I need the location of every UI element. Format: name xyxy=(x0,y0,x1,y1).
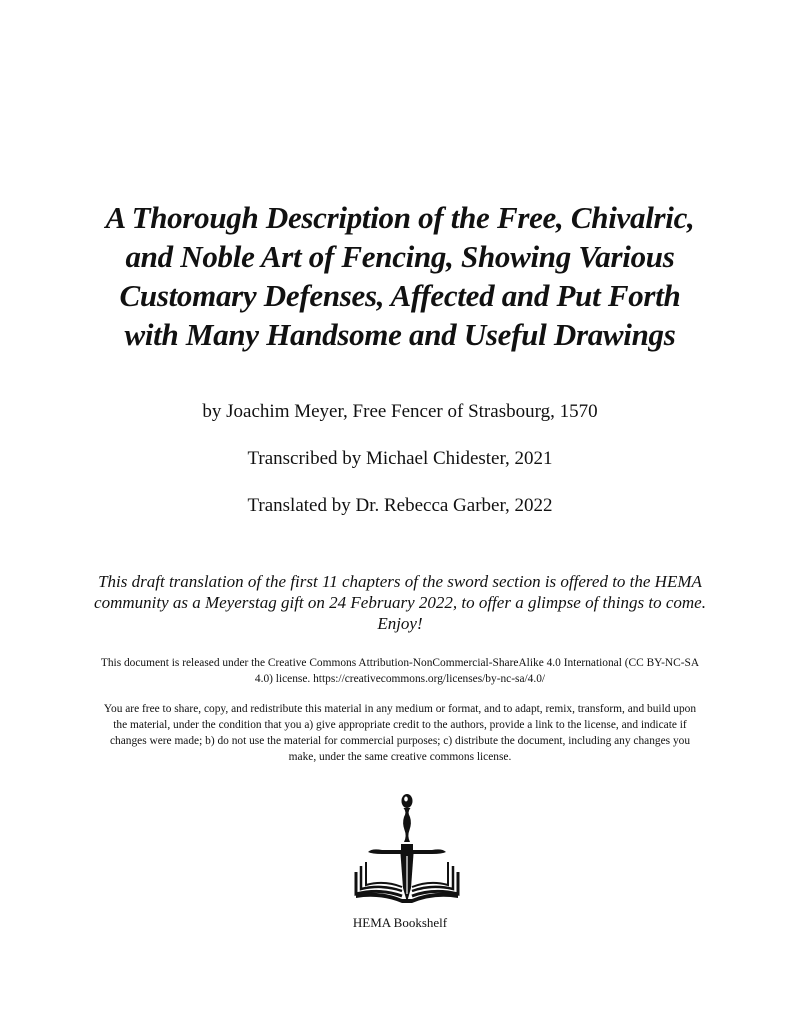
gift-note: This draft translation of the first 11 chapters of the sword section is offered to the HEMA community as a Meyerstag gift on 24 February 2022, to offer a glimpse of things to come. Enjoy! xyxy=(94,572,706,633)
publisher-imprint: HEMA Bookshelf xyxy=(352,915,448,930)
title-line: Customary Defenses, Affected and Put Forth xyxy=(119,278,681,313)
document-title xyxy=(60,198,740,354)
author-credit: by Joachim Meyer, Free Fencer of Strasbourg, 1570 xyxy=(202,401,598,422)
title-line: with Many Handsome and Useful Drawings xyxy=(124,317,676,352)
license-statement: This document is released under the Creative Commons Attribution-NonCommercial-ShareAlike 4.0 International (CC BY-NC-SA 4.0) license. https://creativecommons.org/licenses/by-nc-sa/4.0/ xyxy=(100,657,700,685)
title-line: A Thorough Description of the Free, Chivalric, xyxy=(105,200,695,235)
sword-and-open-book-icon xyxy=(352,790,462,908)
sword-grip xyxy=(403,808,411,842)
title-line: and Noble Art of Fencing, Showing Various xyxy=(125,239,675,274)
translator-credit: Translated by Dr. Rebecca Garber, 2022 xyxy=(247,495,553,516)
transcriber-credit: Transcribed by Michael Chidester, 2021 xyxy=(247,448,553,469)
license-terms: You are free to share, copy, and redistribute this material in any medium or format, and to adapt, remix, transform, and build upon the material, under the condition that you a) give appropriate credit to the authors, provide a link to the license, and indicate if changes were made; b) do not use the material for commercial purposes; c) distribute the document, including any changes you make, under the same creative commons license. xyxy=(103,703,697,763)
